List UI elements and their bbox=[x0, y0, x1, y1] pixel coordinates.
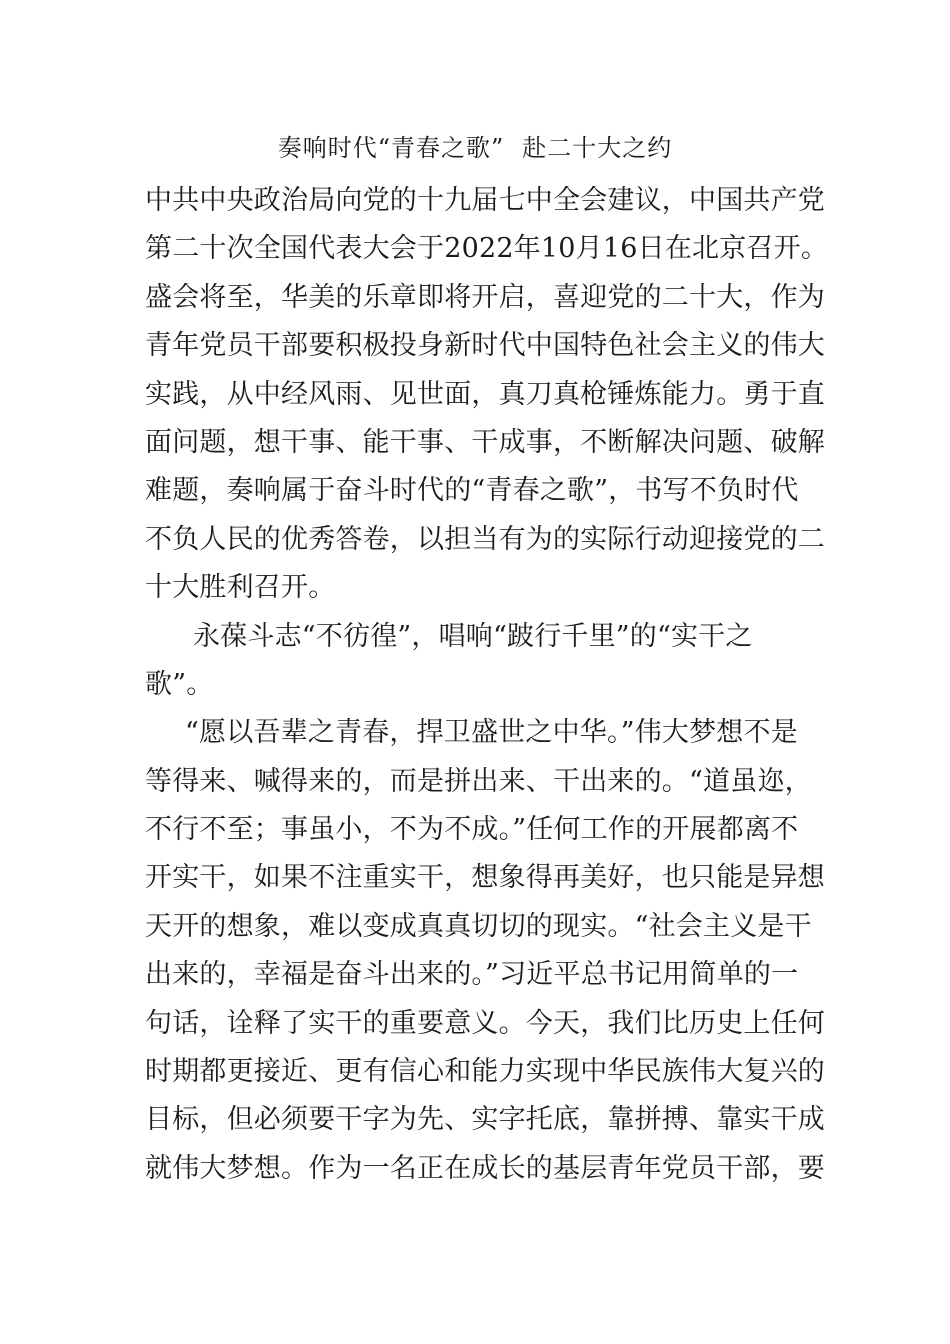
title-main: 奏响时代“青春之歌” bbox=[277, 134, 505, 162]
paragraph-line: 十大胜利召开。 bbox=[145, 572, 336, 604]
paragraph-line: “愿以吾辈之青春，捍卫盛世之中华。”伟大梦想不是 bbox=[185, 717, 798, 749]
section-heading-line: 歌”。 bbox=[145, 668, 214, 700]
paragraph-line: 面问题，想干事、能干事、干成事，不断解决问题、破解 bbox=[145, 426, 825, 458]
paragraph-line: 出来的，幸福是奋斗出来的。”习近平总书记用简单的一 bbox=[145, 959, 799, 991]
paragraph-line: 实践，从中经风雨、见世面，真刀真枪锤炼能力。勇于直 bbox=[145, 378, 825, 410]
paragraph-line: 难题，奏响属于奋斗时代的“青春之歌”，书写不负时代 bbox=[145, 475, 799, 507]
paragraph-line: 句话，诠释了实干的重要意义。今天，我们比历史上任何 bbox=[145, 1007, 825, 1039]
paragraph-line: 就伟大梦想。作为一名正在成长的基层青年党员干部，要 bbox=[145, 1152, 825, 1184]
section-heading-line: 永葆斗志“不彷徨”，唱响“跛行千里”的“实干之 bbox=[193, 620, 753, 652]
paragraph-line: 开实干，如果不注重实干，想象得再美好，也只能是异想 bbox=[145, 862, 825, 894]
paragraph-line: 第二十次全国代表大会于2022年10月16日在北京召开。 bbox=[145, 233, 829, 265]
document-body bbox=[145, 177, 835, 1193]
paragraph-line: 中共中央政治局向党的十九届七中全会建议，中国共产党 bbox=[145, 185, 825, 216]
document-title bbox=[0, 128, 950, 168]
paragraph-line: 青年党员干部要积极投身新时代中国特色社会主义的伟大 bbox=[145, 330, 825, 362]
title-sub: 赴二十大之约 bbox=[522, 134, 673, 162]
paragraph-line: 等得来、喊得来的，而是拼出来、干出来的。“道虽迩， bbox=[145, 765, 812, 797]
paragraph-line: 不负人民的优秀答卷，以担当有为的实际行动迎接党的二 bbox=[145, 523, 825, 555]
paragraph-line: 时期都更接近、更有信心和能力实现中华民族伟大复兴的 bbox=[145, 1056, 825, 1088]
paragraph-line: 盛会将至，华美的乐章即将开启，喜迎党的二十大，作为 bbox=[145, 281, 825, 313]
paragraph-line: 不行不至；事虽小，不为不成。”任何工作的开展都离不 bbox=[145, 814, 799, 846]
paragraph-line: 目标，但必须要干字为先、实字托底，靠拼搏、靠实干成 bbox=[145, 1104, 825, 1136]
paragraph-line: 天开的想象，难以变成真真切切的现实。“社会主义是干 bbox=[145, 910, 812, 942]
